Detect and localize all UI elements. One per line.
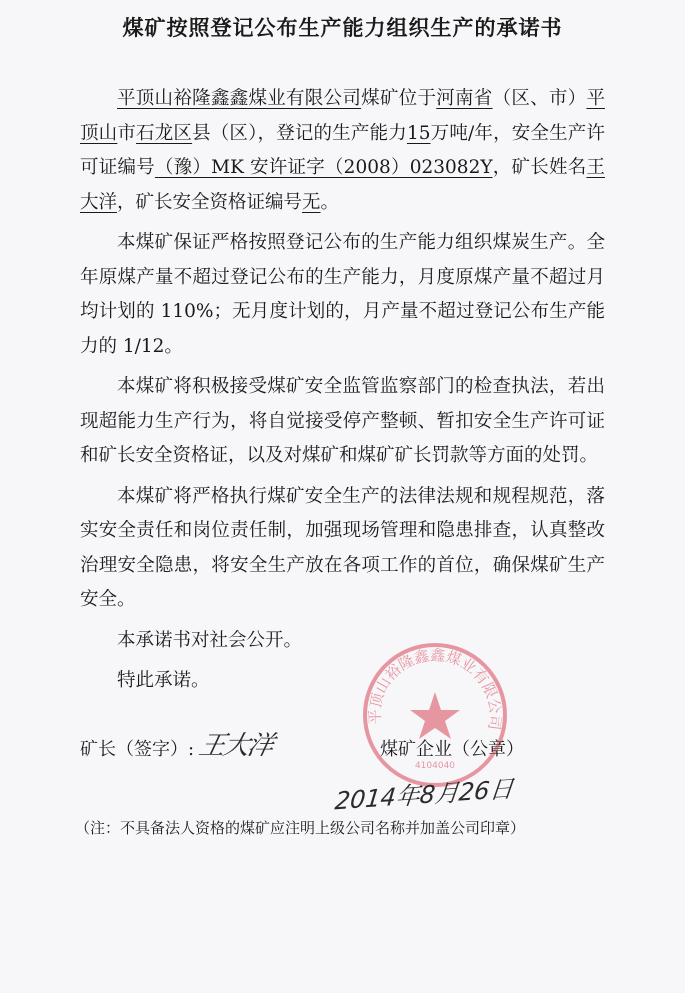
company-name: 平顶山裕隆鑫鑫煤业有限公司 bbox=[117, 88, 362, 109]
seal-text: 平顶山裕隆鑫鑫煤业有限公司 bbox=[365, 646, 505, 732]
province: 河南省 bbox=[436, 88, 493, 109]
paragraph-enforcement: 本煤矿将积极接受煤矿安全监管监察部门的检查执法，若出现超能力生产行为，将自觉接受停产整顿、暂扣安全生产许可证和矿长安全资格证，以及对煤矿和煤矿矿长罚款等方面的处罚。 bbox=[80, 376, 605, 466]
manager-name: 王大洋 bbox=[80, 157, 605, 213]
handwritten-date: 2014年8月26日 bbox=[333, 774, 515, 816]
seal-code: 4104040 bbox=[414, 761, 456, 771]
cert-number: 无 bbox=[302, 191, 321, 213]
license-number: （豫）MK 安许证字（2008）023082Y bbox=[154, 157, 493, 178]
paragraph-basic-info: 平顶山裕隆鑫鑫煤业有限公司煤矿位于河南省（区、市）平顶山市石龙区县（区），登记的生产能力15万吨/年，安全生产许可证编号（豫）MK 安许证字（2008）023082Y，矿长姓名王大洋，矿长安全资格证编号无。 bbox=[80, 88, 605, 213]
document-title: 煤矿按照登记公布生产能力组织生产的承诺书 bbox=[122, 16, 563, 40]
document-body bbox=[80, 82, 605, 705]
company-seal bbox=[360, 640, 510, 790]
paragraph-public: 本承诺书对社会公开。 bbox=[117, 629, 303, 651]
footnote: （注：不具备法人资格的煤矿应注明上级公司名称并加盖公司印章） bbox=[75, 819, 526, 837]
seal-star bbox=[410, 692, 460, 739]
manager-handwritten-signature: 王大洋 bbox=[196, 731, 275, 761]
paragraph-capacity-commitment: 本煤矿保证严格按照登记公布的生产能力组织煤炭生产。全年原煤产量不超过登记公布的生产能力，月度原煤产量不超过月均计划的 110%；无月度计划的，月产量不超过登记公布生产能力的 1/12。 bbox=[80, 232, 605, 357]
city: 平顶山 bbox=[80, 88, 605, 144]
paragraph-safety: 本煤矿将严格执行煤矿安全生产的法律法规和规程规范，落实安全责任和岗位责任制，加强现场管理和隐患排查，认真整改治理安全隐患，将安全生产放在各项工作的首位，确保煤矿生产安全。 bbox=[80, 485, 605, 610]
capacity-value: 15 bbox=[406, 122, 431, 144]
paragraph-closing: 特此承诺。 bbox=[117, 670, 210, 691]
company-seal-label: 煤矿企业（公章） bbox=[380, 739, 524, 760]
district: 石龙区 bbox=[136, 122, 193, 144]
manager-signature-label: 矿长（签字）: bbox=[80, 739, 195, 760]
